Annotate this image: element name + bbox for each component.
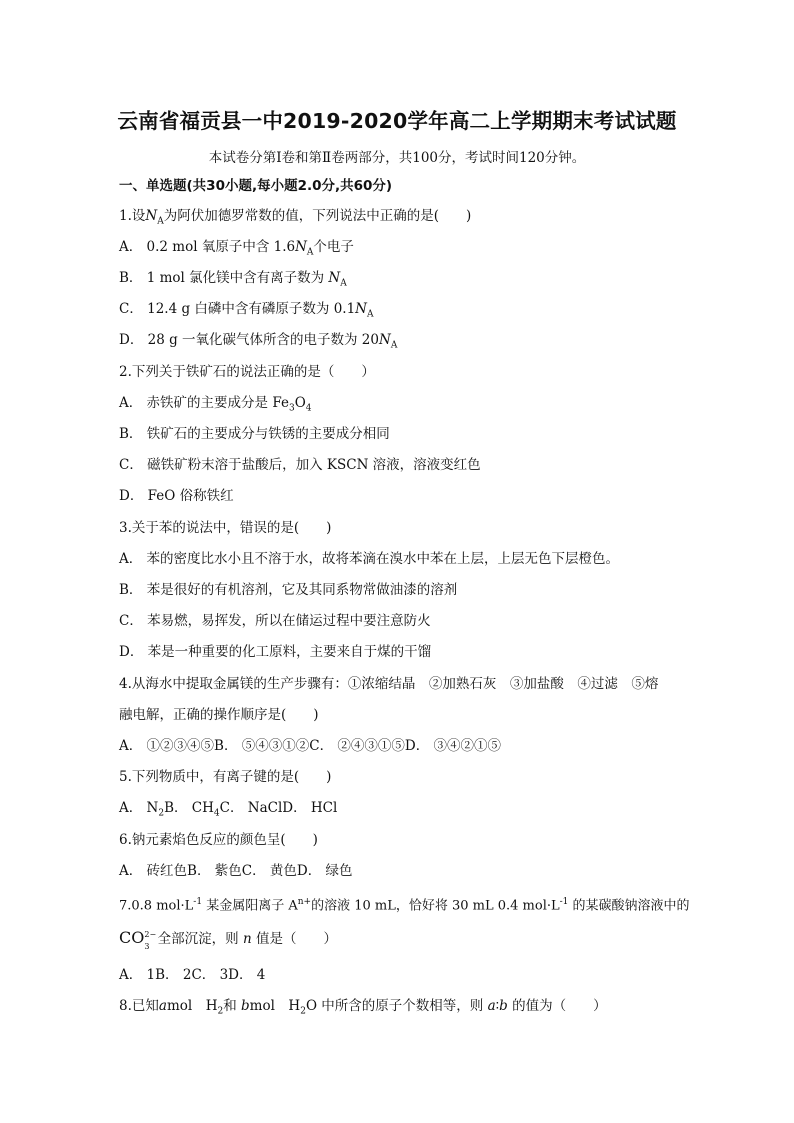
question-6-option-d: D． 绿色 (296, 863, 353, 879)
text: A (366, 309, 374, 320)
text: a (487, 998, 496, 1014)
text: mol H (166, 998, 218, 1014)
question-3-option-b: B． 苯是很好的有机溶剂，它及其同系物常做油漆的溶剂 (119, 582, 458, 598)
text: B． CH (164, 800, 214, 816)
question-5-option-b (164, 800, 220, 819)
question-6-option-b: B． 紫色 (187, 863, 242, 879)
text: 2 (217, 1006, 224, 1017)
question-6-options (119, 862, 353, 880)
question-2-option-b: B． 铁矿石的主要成分与铁锈的主要成分相同 (119, 426, 390, 442)
question-6-stem: 6.钠元素焰色反应的颜色呈( ) (119, 832, 318, 848)
text: 值是（ ） (251, 931, 337, 947)
question-2-option-a (119, 394, 312, 418)
question-4-option-c: C． ②④③①⑤ (309, 738, 405, 754)
text: b (499, 998, 508, 1014)
question-7-options (119, 966, 265, 984)
question-5-options (119, 799, 337, 823)
question-5-option-d: D． HCl (282, 800, 338, 816)
text: CO (119, 928, 145, 947)
question-1-option-a (119, 238, 354, 262)
text: A． 0.2 mol 氧原子中含 1.6 (119, 239, 296, 255)
text: 3 (288, 403, 295, 414)
question-6-option-a: A． 砖红色 (119, 863, 188, 879)
question-2-stem: 2.下列关于铁矿石的说法正确的是（ ） (119, 364, 375, 380)
question-4-option-a: A． ①②③④⑤ (119, 738, 215, 754)
text: N (295, 239, 307, 255)
text: 个电子 (313, 239, 354, 255)
question-4-option-d: D． ③④②①⑤ (404, 738, 502, 754)
text: N (328, 270, 341, 286)
question-7-stem-line-1 (119, 893, 690, 915)
text: A． 赤铁矿的主要成分是 Fe (119, 395, 289, 411)
text: b (241, 998, 250, 1014)
text: N (145, 208, 158, 224)
question-1-option-c (119, 300, 373, 324)
text: 4 (305, 403, 312, 414)
carbonate-ion-formula (119, 928, 157, 951)
text: D． 28 g 一氧化碳气体所含的电子数为 20 (119, 332, 379, 348)
text: n+ (297, 897, 312, 907)
question-7-option-d: D． 4 (228, 967, 266, 983)
text: O 中所含的原子个数相等，则 (305, 998, 488, 1014)
charge-stack (144, 929, 157, 951)
question-1-stem (119, 207, 471, 231)
text: 7.0.8 mol·L (119, 898, 194, 914)
question-5-stem: 5.下列物质中，有离子键的是( ) (119, 769, 332, 785)
question-5-option-a (119, 800, 165, 819)
question-7-option-b: B． 2 (155, 967, 192, 983)
text: 的值为（ ） (507, 998, 607, 1014)
text: B． 1 mol 氯化镁中含有离子数为 (119, 270, 329, 286)
section-heading: 一、单选题(共30小题,每小题2.0分,共60分) (119, 178, 393, 194)
question-3-stem: 3.关于苯的说法中，错误的是( ) (119, 520, 332, 536)
page-title: 云南省福贡县一中2019-2020学年高二上学期期末考试试题 (117, 109, 677, 133)
text: a (158, 998, 167, 1014)
text: N (355, 301, 367, 317)
question-8-stem (119, 997, 607, 1021)
text: 的溶液 10 mL，恰好将 30 mL 0.4 mol·L (311, 898, 560, 914)
text: 8.已知 (119, 998, 159, 1014)
text: mol H (249, 998, 301, 1014)
question-4-options (119, 737, 501, 755)
text: A (390, 340, 398, 351)
text: 4 (213, 808, 220, 819)
question-4-stem-line-1: 4.从海水中提取金属镁的生产步骤有：①浓缩结晶 ②加熟石灰 ③加盐酸 ④过滤 ⑤熔 (119, 676, 659, 692)
text: A． N (119, 800, 159, 816)
text: 2 (300, 1006, 306, 1017)
text: 的某碳酸钠溶液中的 (568, 898, 690, 914)
question-7-option-a: A． 1 (119, 967, 156, 983)
question-1-option-d (119, 331, 397, 355)
text: 和 (223, 998, 242, 1014)
text: N (379, 332, 391, 348)
question-3-option-d: D． 苯是一种重要的化工原料，主要来自于煤的干馏 (119, 644, 432, 660)
exam-instructions: 本试卷分第Ⅰ卷和第Ⅱ卷两部分，共100分，考试时间120分钟。 (208, 150, 586, 166)
text: -1 (559, 897, 569, 907)
question-3-option-c: C． 苯易燃，易挥发，所以在储运过程中要注意防火 (119, 613, 431, 629)
text: ∶ (495, 998, 500, 1014)
text: n (242, 931, 252, 947)
text: 为阿伏加德罗常数的值，下列说法中正确的是( ) (163, 208, 472, 224)
text: A (306, 247, 314, 258)
text: 1.设 (119, 208, 146, 224)
question-6-option-c: C． 黄色 (241, 863, 297, 879)
question-5-option-c: C． NaCl (219, 800, 283, 816)
question-1-option-b (119, 269, 347, 293)
question-4-stem-line-2: 融电解，正确的操作顺序是( ) (119, 707, 319, 723)
question-2-option-c: C． 磁铁矿粉末溶于盐酸后，加入 KSCN 溶液，溶液变红色 (119, 457, 481, 473)
question-3-option-a: A． 苯的密度比水小且不溶于水，故将苯滴在溴水中苯在上层，上层无色下层橙色。 (119, 551, 620, 567)
text: C． 12.4 g 白磷中含有磷原子数为 0.1 (119, 301, 356, 317)
question-4-option-b: B． ⑤④③①② (214, 738, 310, 754)
question-7-option-c: C． 3 (191, 967, 229, 983)
text: A (157, 216, 164, 227)
text: 全部沉淀，则 (153, 931, 243, 947)
text: 某金属阳离子 A (202, 898, 298, 914)
question-7-stem-line-2 (119, 928, 337, 951)
question-2-option-d: D． FeO 俗称铁红 (119, 488, 234, 504)
text: O (294, 395, 306, 411)
text: -1 (193, 897, 203, 907)
text: 2 (158, 808, 165, 819)
text: 2− (144, 929, 157, 939)
text: A (340, 278, 347, 289)
text: 3 (144, 941, 150, 951)
